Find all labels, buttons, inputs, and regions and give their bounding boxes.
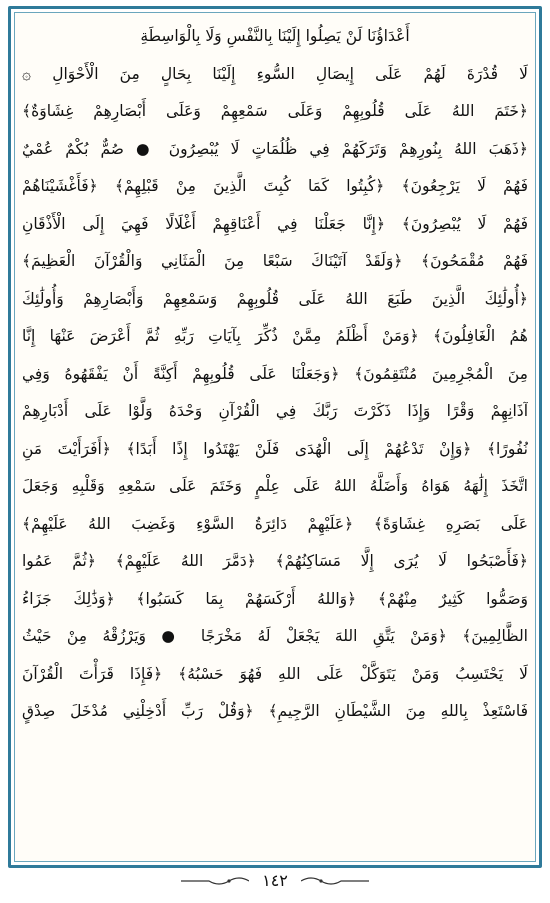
- text-block: [22, 18, 528, 731]
- ornament-right-icon: [301, 875, 371, 887]
- text-line-7: فَهُمْ مُقْمَحُونَ﴾ ﴿وَلَقَدْ آتَيْنَاكَ سَبْعًا مِنَ الْمَثَانِي وَالْقُرْآنَ الْعَظِيمَ﴾: [22, 252, 528, 270]
- text-line-4: ﴿ذَهَبَ اللهُ بِنُورِهِمْ وَتَرَكَهُمْ فِي ظُلُمَاتٍ لَا يُبْصِرُونَ ● صُمٌّ بُكْمٌ عُمْيٌ: [22, 139, 528, 158]
- page-footer: [0, 870, 550, 900]
- text-line-18: لَا يَحْتَسِبُ وَمَنْ يَتَوَكَّلْ عَلَى اللهِ فَهُوَ حَسْبُهُ﴾ ﴿فَإِذَا قَرَأْتَ الْقُرْآنَ: [22, 664, 528, 683]
- text-line-11: آذَانِهِمْ وَقْرًا وَإِذَا ذَكَرْتَ رَبَّكَ فِي الْقُرْآنِ وَحْدَهُ وَلَّوْا عَلَى أَدْبَارِهِمْ: [22, 402, 528, 420]
- page-number: ١٤٢: [262, 871, 288, 890]
- text-line-13: اتَّخَذَ إِلَٰهَهُ هَوَاهُ وَأَضَلَّهُ اللهُ عَلَى عِلْمٍ وَخَتَمَ عَلَى سَمْعِهِ وَقَلْبِهِ وَجَعَلَ: [22, 477, 528, 495]
- text-line-8: ﴿أُولَٰئِكَ الَّذِينَ طَبَعَ اللهُ عَلَى قُلُوبِهِمْ وَسَمْعِهِمْ وَأَبْصَارِهِمْ وَأُولَٰئِكَ: [22, 289, 528, 308]
- text-line-19: فَاسْتَعِذْ بِاللهِ مِنَ الشَّيْطَانِ الرَّجِيمِ﴾ ﴿وَقُلْ رَبِّ أَدْخِلْنِي مُدْخَلَ صِدْقٍ: [22, 702, 528, 720]
- text-line-6: فَهُمْ لَا يُبْصِرُونَ﴾ ﴿إِنَّا جَعَلْنَا فِي أَعْنَاقِهِمْ أَغْلَالًا فَهِيَ إِلَى الْأَذْقَانِ: [22, 214, 528, 233]
- text-line-14: عَلَى بَصَرِهِ غِشَاوَةً﴾ ﴿عَلَيْهِمْ دَائِرَةُ السَّوْءِ وَغَضِبَ اللهُ عَلَيْهِمْ﴾: [22, 514, 528, 533]
- text-line-9: هُمُ الْغَافِلُونَ﴾ ﴿وَمَنْ أَظْلَمُ مِمَّنْ ذُكِّرَ بِآيَاتِ رَبِّهِ ثُمَّ أَعْرَضَ عَنْهَا إِنَّا: [22, 327, 528, 345]
- text-line-10: مِنَ الْمُجْرِمِينَ مُنْتَقِمُونَ﴾ ﴿وَجَعَلْنَا عَلَى قُلُوبِهِمْ أَكِنَّةً أَنْ يَفْقَهُوهُ وَفِي: [22, 364, 528, 383]
- text-line-15: ﴿فَأَصْبَحُوا لَا يُرَى إِلَّا مَسَاكِنُهُمْ﴾ ﴿دَمَّرَ اللهُ عَلَيْهِمْ﴾ ﴿ثُمَّ عَمُوا: [22, 552, 528, 570]
- text-line-12: نُفُورًا﴾ ﴿وَإِنْ تَدْعُهُمْ إِلَى الْهُدَى فَلَنْ يَهْتَدُوا إِذًا أَبَدًا﴾ ﴿أَفَرَأَيْتَ مَنِ: [22, 439, 528, 458]
- text-line-17: الظَّالِمِينَ﴾ ﴿وَمَنْ يَتَّقِ اللهَ يَجْعَلْ لَهُ مَخْرَجًا ● وَيَرْزُقْهُ مِنْ حَيْثُ: [22, 627, 528, 645]
- ornament-left-icon: [179, 875, 249, 887]
- text-line-1: أَعْدَاؤُنَا لَنْ يَصِلُوا إِلَيْنَا بِالنَّفْسِ وَلَا بِالْوَاسِطَةِ: [140, 27, 410, 45]
- text-line-3: ﴿خَتَمَ اللهُ عَلَى قُلُوبِهِمْ وَعَلَى سَمْعِهِمْ وَعَلَى أَبْصَارِهِمْ غِشَاوَةٌ﴾: [22, 102, 528, 120]
- text-line-16: وَصَمُّوا كَثِيرٌ مِنْهُمْ﴾ ﴿وَاللهُ أَرْكَسَهُمْ بِمَا كَسَبُوا﴾ ﴿وَذَٰلِكَ جَزَاءُ: [22, 589, 528, 608]
- text-line-5: فَهُمْ لَا يَرْجِعُونَ﴾ ﴿كُبِتُوا كَمَا كُبِتَ الَّذِينَ مِنْ قَبْلِهِمْ﴾ ﴿فَأَغْشَيْنَاهُمْ: [22, 177, 528, 195]
- text-line-2: لَا قُدْرَةَ لَهُمْ عَلَى إِيصَالِ السُّوءِ إِلَيْنَا بِحَالٍ مِنَ الْأَحْوَالِ ۞: [22, 64, 528, 83]
